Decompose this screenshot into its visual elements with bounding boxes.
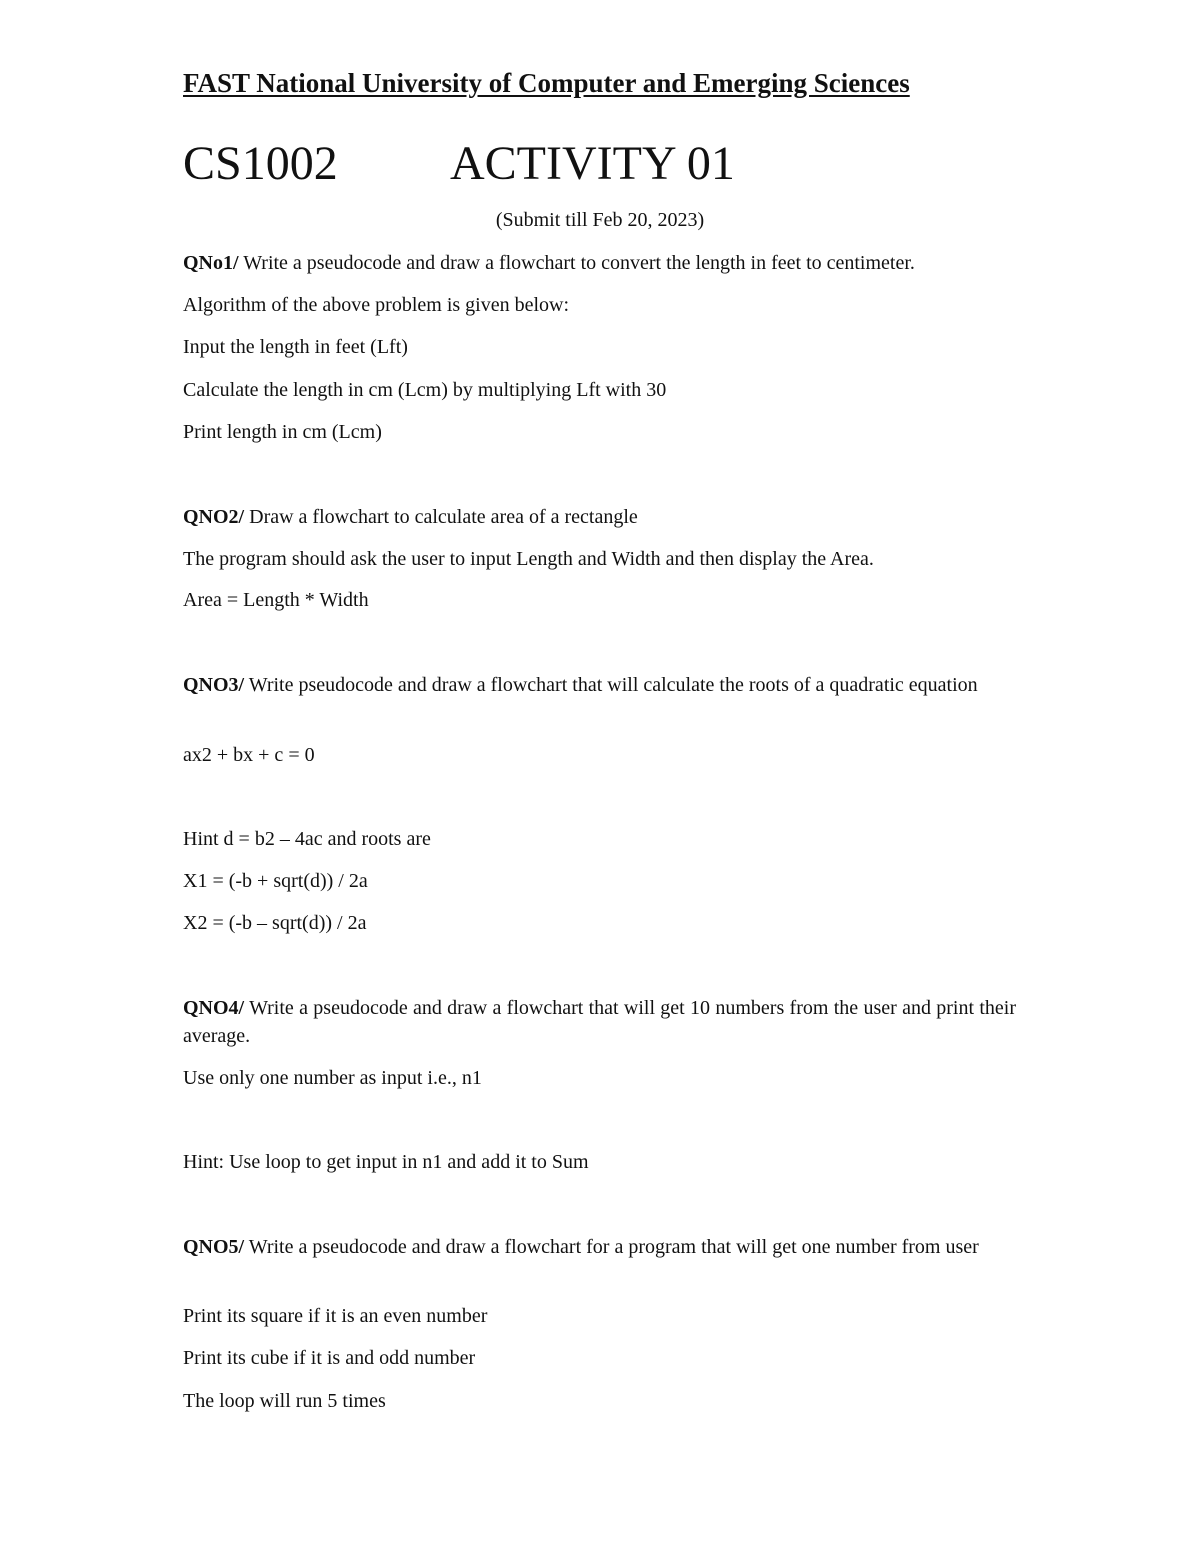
q3-line-equation: ax2 + bx + c = 0: [183, 744, 315, 766]
q1-line-algorithm: Algorithm of the above problem is given below:: [183, 294, 570, 316]
q2-line-formula: Area = Length * Width: [183, 589, 369, 611]
q4-line-input: Use only one number as input i.e., n1: [183, 1067, 482, 1089]
question-5-text: Write a pseudocode and draw a flowchart for a program that will get one number from user: [244, 1236, 979, 1258]
course-code: CS1002: [183, 137, 338, 190]
q5-line-square: Print its square if it is an even number: [183, 1305, 488, 1327]
q1-line-print: Print length in cm (Lcm): [183, 421, 382, 443]
question-2-label: QNO2/: [183, 506, 245, 528]
university-heading: FAST National University of Computer and Emerging Sciences: [183, 68, 910, 98]
activity-title: ACTIVITY 01: [450, 137, 735, 190]
question-3-text: Write pseudocode and draw a flowchart that will calculate the roots of a quadratic equation: [244, 674, 978, 696]
question-3: [183, 671, 1016, 699]
q3-line-root-1: X1 = (-b + sqrt(d)) / 2a: [183, 870, 368, 892]
question-1-text: Write a pseudocode and draw a flowchart to convert the length in feet to centimeter.: [238, 252, 915, 274]
q3-line-root-2: X2 = (-b – sqrt(d)) / 2a: [183, 912, 367, 934]
question-5-label: QNO5/: [183, 1236, 245, 1258]
submission-deadline: (Submit till Feb 20, 2023): [495, 209, 705, 231]
question-5: [183, 1233, 1016, 1261]
question-4-label: QNO4/: [183, 997, 245, 1019]
question-2-text: Draw a flowchart to calculate area of a rectangle: [244, 506, 638, 528]
q3-line-hint: Hint d = b2 – 4ac and roots are: [183, 828, 431, 850]
question-4: [183, 994, 1016, 1050]
question-1: [183, 249, 915, 277]
q1-line-calculate: Calculate the length in cm (Lcm) by multiplying Lft with 30: [183, 379, 667, 401]
question-3-label: QNO3/: [183, 674, 245, 696]
question-4-text: Write a pseudocode and draw a flowchart that will get 10 numbers from the user and print their average.: [183, 997, 1016, 1047]
q2-line-program: The program should ask the user to input Length and Width and then display the Area.: [183, 548, 874, 570]
question-1-label: QNo1/: [183, 252, 239, 274]
q5-line-cube: Print its cube if it is and odd number: [183, 1347, 476, 1369]
q4-line-hint: Hint: Use loop to get input in n1 and add it to Sum: [183, 1151, 589, 1173]
q1-line-input: Input the length in feet (Lft): [183, 336, 408, 358]
question-2: [183, 503, 638, 531]
q5-line-loop: The loop will run 5 times: [183, 1390, 386, 1412]
